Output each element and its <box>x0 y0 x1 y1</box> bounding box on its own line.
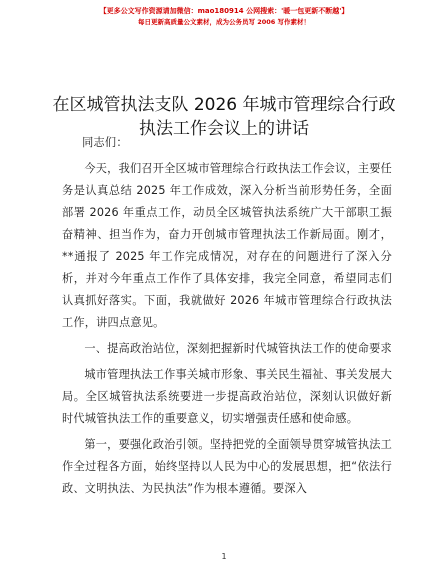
document-title: 在区城管执法支队 2026 年城市管理综合行政执法工作会议上的讲话 <box>52 95 396 140</box>
banner-line-1: 【更多公文写作资源请加微信：mao180914 公网搜索：'暖一包更新不断越'】 <box>99 7 349 15</box>
page-number: 1 <box>221 552 227 561</box>
salutation: 同志们： <box>82 136 128 149</box>
banner-line-2: 每日更新高质量公文素材，成为公务员写 2006 写作素材！ <box>137 18 311 26</box>
paragraph-point-1: 第一，要强化政治引领。坚持把党的全面领导贯穿城管执法工作全过程各方面，始终坚持以人民为中心的发展思想，把“依法行政、文明执法、为民执法”作为根本遵循。要深入 <box>62 438 392 495</box>
paragraph-intro: 今天，我们召开全区城市管理综合行政执法工作会议，主要任务是认真总结 2025 年工作成效，深入分析当前形势任务，全面部署 2026 年重点工作，动员全区城管执法系统广大干部职工振奋精神、担当作为，奋力开创城市管理执法工作新局面。刚才，**通报了 2025 年工作完成情况，对存在的问题进行了深入分析，并对今年重点工作作了具体安排，我完全同意，希望同志们认真抓好落实。下面，我就做好 2026 年城市管理综合行政执法工作，讲四点意见。 <box>62 162 392 329</box>
section-heading-1: 一、提高政治站位，深刻把握新时代城管执法工作的使命要求 <box>84 342 392 355</box>
paragraph-section-1: 城市管理执法工作事关城市形象、事关民生福祉、事关发展大局。全区城管执法系统要进一步提高政治站位，深刻认识做好新时代城管执法工作的重要意义，切实增强责任感和使命感。 <box>62 368 392 425</box>
header-banner <box>0 6 448 28</box>
document-body <box>62 132 392 500</box>
